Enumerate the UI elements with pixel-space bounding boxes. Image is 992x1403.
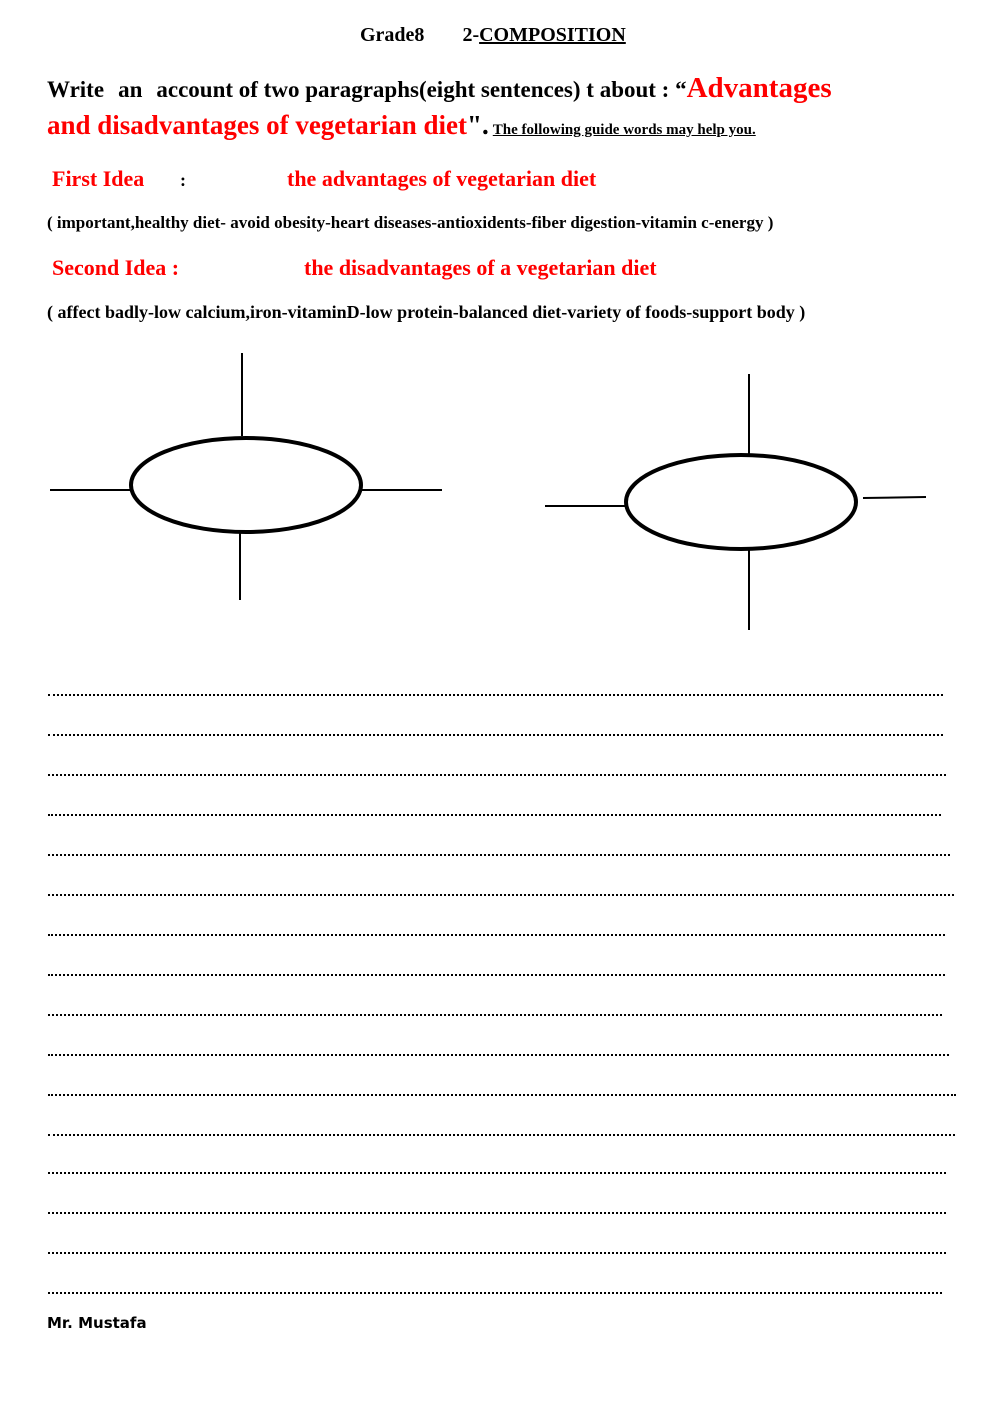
instruction-line-2 — [47, 110, 756, 141]
writing-line[interactable] — [48, 934, 945, 936]
second-idea-guide-words: ( affect badly-low calcium,iron-vitaminD-low protein-balanced diet-variety of foods-support body ) — [47, 302, 806, 322]
grade-label: Grade8 — [360, 24, 425, 46]
instruction-an-word: an — [118, 77, 143, 102]
section-number: 2- — [462, 24, 480, 46]
guide-note: The following guide words may help you. — [492, 122, 756, 138]
section-title: COMPOSITION — [479, 24, 626, 46]
spider-right-right-branch — [863, 497, 926, 498]
writing-line[interactable] — [48, 854, 950, 856]
teacher-name: Mr. Mustafa — [47, 1314, 147, 1332]
writing-line[interactable] — [48, 1014, 942, 1016]
writing-line[interactable] — [48, 1292, 942, 1294]
first-idea-topic: the advantages of vegetarian diet — [287, 166, 597, 191]
writing-line[interactable] — [48, 1134, 955, 1136]
instruction-write-word: Write — [47, 77, 105, 102]
instruction-text: account of two paragraphs(eight sentences) t about : “ — [156, 77, 687, 102]
first-idea-guide-words: ( important,healthy diet- avoid obesity-heart diseases-antioxidents-fiber digestion-vitamin c-energy ) — [47, 213, 774, 232]
instruction-topic-part2: and disadvantages of vegetarian diet — [47, 110, 468, 140]
writing-line[interactable] — [48, 894, 954, 896]
writing-line[interactable] — [48, 1054, 949, 1056]
spider-diagram-right — [545, 374, 926, 630]
instruction-line-1 — [47, 72, 832, 105]
writing-line[interactable] — [48, 734, 943, 736]
writing-line[interactable] — [48, 974, 945, 976]
writing-line[interactable] — [48, 1094, 956, 1096]
instruction-topic-part1: Advantages — [686, 72, 832, 104]
spider-right-center-oval[interactable] — [626, 455, 856, 549]
writing-line[interactable] — [48, 694, 943, 696]
writing-line[interactable] — [48, 1172, 946, 1174]
first-idea-label: First Idea — [52, 166, 145, 191]
second-idea-label: Second Idea : — [52, 255, 180, 280]
instruction-quote-close: ". — [467, 110, 489, 140]
spider-diagram-left — [50, 353, 442, 600]
spider-left-center-oval[interactable] — [131, 438, 361, 532]
first-idea-colon: : — [180, 170, 186, 190]
worksheet-header — [360, 24, 626, 47]
writing-line[interactable] — [48, 774, 946, 776]
second-idea-topic: the disadvantages of a vegetarian diet — [304, 255, 657, 280]
writing-line[interactable] — [48, 1252, 946, 1254]
writing-line[interactable] — [48, 1212, 946, 1214]
writing-line[interactable] — [48, 814, 941, 816]
